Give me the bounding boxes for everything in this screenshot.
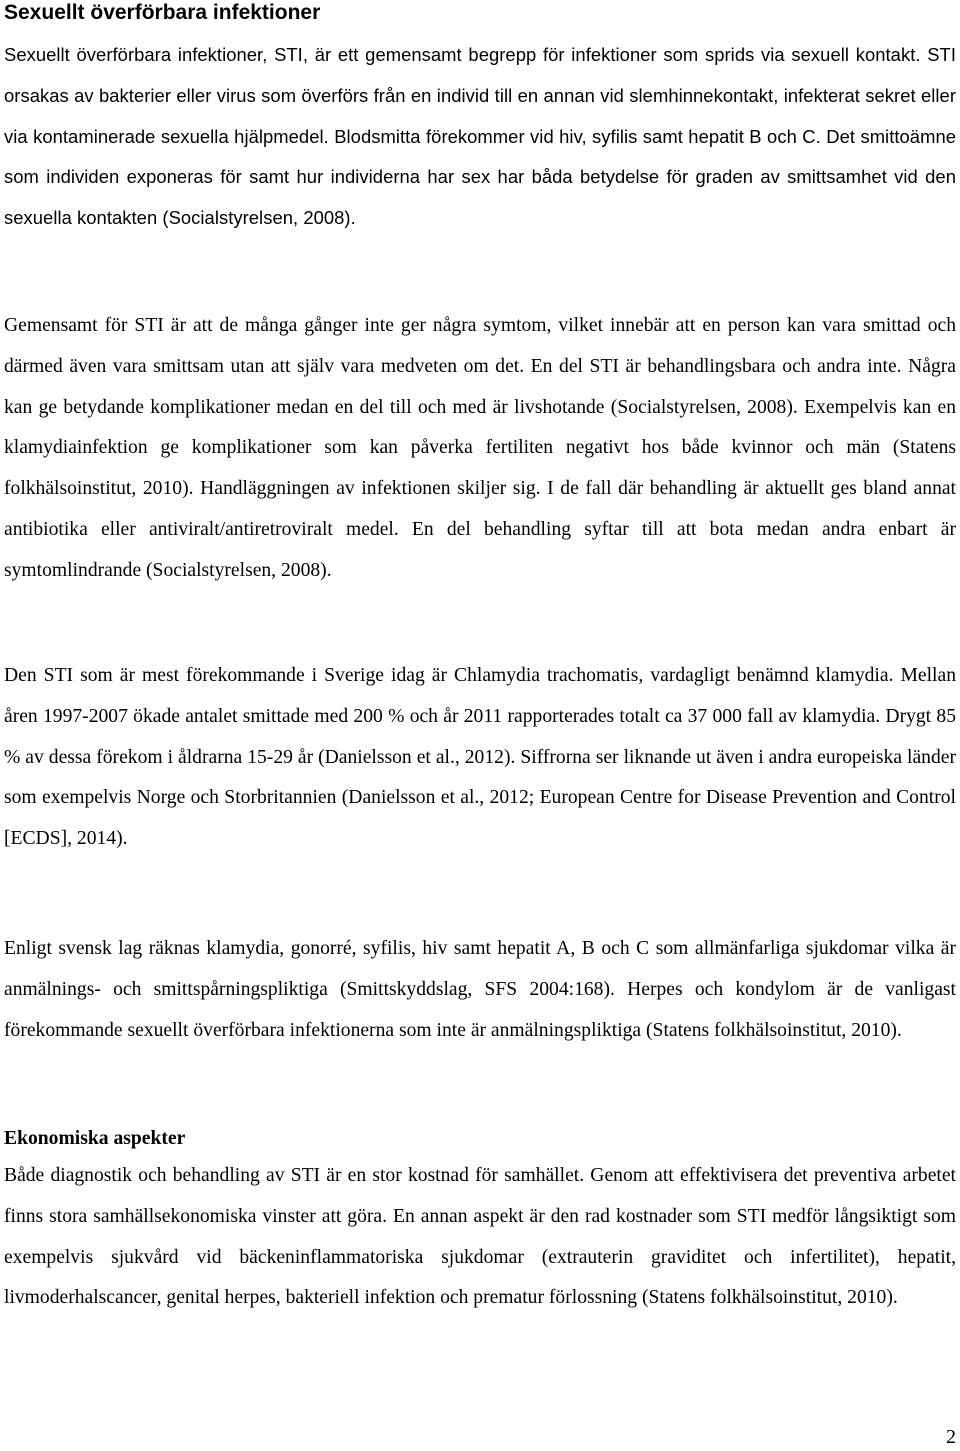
- paragraph-chlamydia: Den STI som är mest förekommande i Sverige idag är Chlamydia trachomatis, vardagligt benämnd klamydia. Mellan åren 1997-2007 ökade antalet smittade med 200 % och år 2011 rapporterades totalt ca 37 000 fall av klamydia. Drygt 85 % av dessa förekom i åldrarna 15-29 år (Danielsson et al., 2012). Siffrorna ser liknande ut även i andra europeiska länder som exempelvis Norge och Storbritannien (Danielsson et al., 2012; European Centre for Disease Prevention and Control [ECDS], 2014).: [4, 665, 956, 850]
- section-heading: Sexuellt överförbara infektioner: [4, 1, 321, 24]
- page-number: 2: [946, 1426, 956, 1448]
- paragraph-economic-aspects: Både diagnostik och behandling av STI är en stor kostnad för samhället. Genom att effektivisera det preventiva arbetet finns stora samhällsekonomiska vinster att göra. En annan aspekt är den rad kostnader som STI medför långsiktigt som exempelvis sjukvård vid bäckeninflammatoriska sjukdomar (extrauterin graviditet och infertilitet), hepatit, livmoderhalscancer, genital herpes, bakteriell infektion och prematur förlossning (Statens folkhälsoinstitut, 2010).: [4, 1165, 956, 1309]
- document-page: [4, 0, 956, 1309]
- paragraph-swedish-law: Enligt svensk lag räknas klamydia, gonorré, syfilis, hiv samt hepatit A, B och C som allmänfarliga sjukdomar vilka är anmälnings- och smittspårningspliktiga (Smittskyddslag, SFS 2004:168). Herpes och kondylom är de vanligast förekommande sexuellt överförbara infektionerna som inte är anmälningspliktiga (Statens folkhälsoinstitut, 2010).: [4, 938, 956, 1041]
- subsection-heading: Ekonomiska aspekter: [4, 1128, 186, 1149]
- paragraph-sti-symptoms: Gemensamt för STI är att de många gånger inte ger några symtom, vilket innebär att en person kan vara smittad och därmed även vara smittsam utan att själv vara medveten om det. En del STI är behandlingsbara och andra inte. Några kan ge betydande komplikationer medan en del till och med är livshotande (Socialstyrelsen, 2008). Exempelvis kan en klamydiainfektion ge komplikationer som kan påverka fertiliten negativt hos både kvinnor och män (Statens folkhälsoinstitut, 2010). Handläggningen av infektionen skiljer sig. I de fall där behandling är aktuellt ges bland annat antibiotika eller antiviralt/antiretroviralt medel. En del behandling syftar till att bota medan andra enbart är symtomlindrande (Socialstyrelsen, 2008).: [4, 315, 956, 581]
- paragraph-sti-definition: Sexuellt överförbara infektioner, STI, är ett gemensamt begrepp för infektioner som sprids via sexuell kontakt. STI orsakas av bakterier eller virus som överförs från en individ till en annan vid slemhinnekontakt, infekterat sekret eller via kontaminerade sexuella hjälpmedel. Blodsmitta förekommer vid hiv, syfilis samt hepatit B och C. Det smittoämne som individen exponeras för samt hur individerna har sex har båda betydelse för graden av smittsamhet vid den sexuella kontakten (Socialstyrelsen, 2008).: [4, 44, 956, 229]
